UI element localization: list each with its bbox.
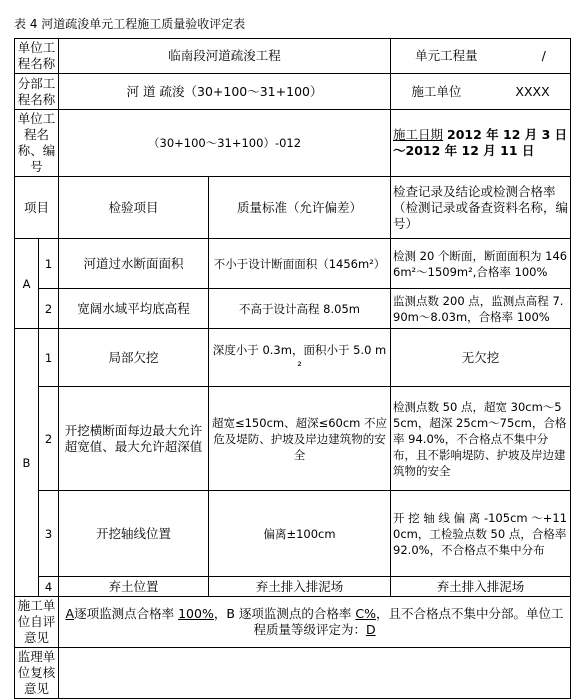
date-label: 施工日期 (393, 127, 444, 142)
row-record: 无欠挖 (391, 329, 571, 387)
self-eval-rate-b: C% (355, 606, 376, 621)
row-record: 检测点数 50 点，超宽 30cm～55cm，超深 25cm～75cm，合格率 94.0%，不合格点不集中分布，且不影响堤防、护坡及岸边建筑物的安全 (391, 387, 571, 491)
sub-project-label: 分部工程名称 (15, 74, 59, 110)
self-eval-label: 施工单位自评意见 (15, 597, 59, 648)
element-qty-cell (391, 39, 571, 74)
row-item: 开挖横断面每边最大允许超宽值、最大允许超深值 (59, 387, 209, 491)
quality-evaluation-table (14, 38, 571, 699)
row-item: 开挖轴线位置 (59, 491, 209, 577)
row-record: 弃土排入排泥场 (391, 577, 571, 597)
row-standard: 不高于设计高程 8.05m (209, 289, 391, 329)
date-cell (391, 110, 571, 177)
row-no: 2 (39, 289, 59, 329)
contractor-value: XXXX (515, 83, 550, 99)
element-name-value: （30+100～31+100）-012 (59, 110, 391, 177)
review-label: 监理单位复核意见 (15, 648, 59, 699)
row-no: 2 (39, 387, 59, 491)
element-qty-value: / (541, 48, 546, 63)
row-record: 监测点数 200 点，监测点高程 7.90m～8.03m，合格率 100% (391, 289, 571, 329)
row-standard: 超宽≤150cm、超深≤60cm 不应危及堤防、护坡及岸边建筑物的安全 (209, 387, 391, 491)
element-qty-label: 单元工程量 (415, 48, 478, 63)
row-item: 宽阔水域平均底高程 (59, 289, 209, 329)
review-text (59, 648, 571, 699)
row-item: 局部欠挖 (59, 329, 209, 387)
group-a-label: A (15, 239, 39, 329)
group-b-label: B (15, 329, 39, 597)
date-value: 2012 年 12 月 3 日～2012 年 12 月 11 日 (393, 127, 568, 158)
row-item: 弃土位置 (59, 577, 209, 597)
row-no: 4 (39, 577, 59, 597)
self-eval-part2: ，B 逐项监测点的合格率 (213, 606, 356, 621)
col-standard: 质量标准（允许偏差） (209, 177, 391, 239)
row-no: 3 (39, 491, 59, 577)
row-standard: 深度小于 0.3m，面积小于 5.0 m² (209, 329, 391, 387)
col-item: 项目 (15, 177, 59, 239)
unit-project-value: 临南段河道疏浚工程 (59, 39, 391, 74)
self-eval-part1: 逐项监测点合格率 (74, 606, 179, 621)
self-eval-grade: D (365, 622, 376, 637)
contractor-label: 施工单位 (411, 83, 462, 99)
row-record: 开 挖 轴 线 偏 离 -105cm ～+110cm，工检验点数 50 点，合格率 92.0%，不合格点不集中分布 (391, 491, 571, 577)
row-item: 河道过水断面面积 (59, 239, 209, 289)
table-title: 表 4 河道疏浚单元工程施工质量验收评定表 (14, 17, 246, 31)
col-check-item: 检验项目 (59, 177, 209, 239)
row-record: 检测 20 个断面，断面面积为 1466m²～1509m²,合格率 100% (391, 239, 571, 289)
row-standard: 偏离±100cm (209, 491, 391, 577)
contractor-cell (391, 74, 571, 110)
row-standard: 弃土排入排泥场 (209, 577, 391, 597)
col-record: 检查记录及结论或检测合格率（检测记录或备查资料名称，编号） (391, 177, 571, 239)
row-standard: 不小于设计断面面积（1456m²） (209, 239, 391, 289)
unit-project-label: 单位工程名称 (15, 39, 59, 74)
self-eval-a: A (65, 606, 75, 621)
row-no: 1 (39, 239, 59, 289)
row-no: 1 (39, 329, 59, 387)
self-eval-text (59, 597, 571, 648)
sub-project-value: 河 道 疏浚（30+100～31+100） (59, 74, 391, 110)
element-name-label: 单位工程名称、编号 (15, 110, 59, 177)
self-eval-part3: ，且不合格点不集中分部。单位工程质量等级评定为： (253, 606, 564, 637)
self-eval-rate-a: 100% (178, 606, 214, 621)
